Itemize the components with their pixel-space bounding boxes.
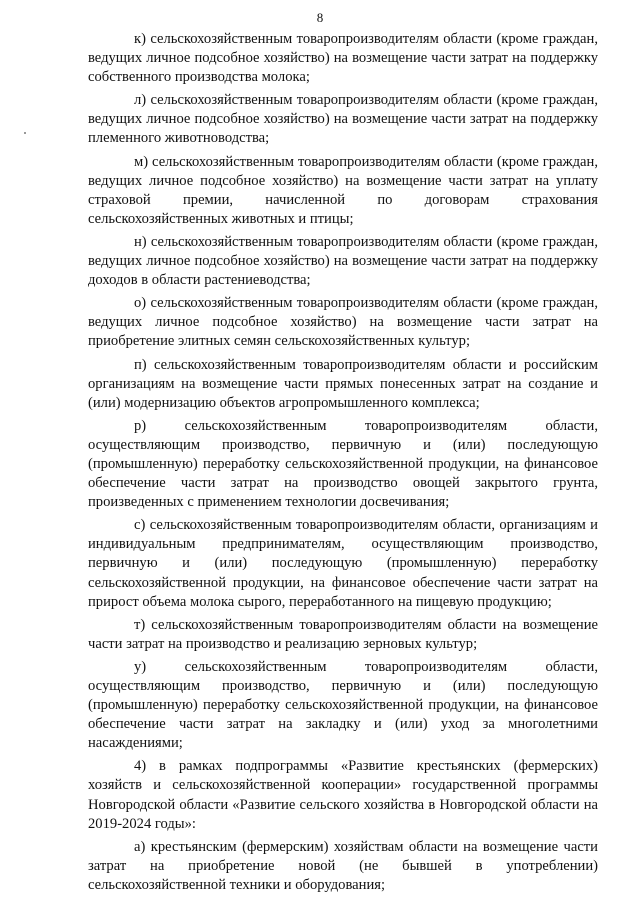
paragraph-s: с) сельскохозяйственным товаропроизводителям области, организациям и индивидуальным предпринимателям, осуществляющим производство, первичную и (или) последующую (промышленную) переработку сельскохозяйственной продукции, на финансовое обеспечение части затрат на прирост объема молока сырого, переработанного на пищевую продукцию; bbox=[88, 517, 598, 610]
paragraph-l: л) сельскохозяйственным товаропроизводителям области (кроме граждан, ведущих личное подсобное хозяйство) на возмещение части затрат на поддержку племенного животноводства; bbox=[88, 92, 598, 147]
paragraph-r: р) сельскохозяйственным товаропроизводителям области, осуществляющим производство, первичную и (или) последующую (промышленную) переработку сельскохозяйственной продукции, на финансовое обеспечение части затрат на производство овощей закрытого грунта, произведенных с применением технологии досвечивания; bbox=[88, 417, 598, 511]
page-number: 8 bbox=[316, 10, 324, 25]
paragraph-n: н) сельскохозяйственным товаропроизводителям области (кроме граждан, ведущих личное подсобное хозяйство) на возмещение части затрат на поддержку доходов в области растениеводства; bbox=[88, 233, 598, 289]
scan-mark bbox=[24, 132, 26, 134]
paragraph-4: 4) в рамках подпрограммы «Развитие крестьянских (фермерских) хозяйств и сельскохозяйственной кооперации» государственной программы Новгородской области «Развитие сельского хозяйства в Новгородской области на 2019-2024 годы»: bbox=[88, 758, 598, 832]
paragraph-u: у) сельскохозяйственным товаропроизводителям области, осуществляющим производство, первичную и (или) последующую (промышленную) переработку сельскохозяйственной продукции, на финансовое обеспечение части затрат на закладку и (или) уход за многолетними насаждениями; bbox=[88, 658, 598, 752]
paragraph-k: к) сельскохозяйственным товаропроизводителям области (кроме граждан, ведущих личное подсобное хозяйство) на возмещение части затрат на поддержку собственного производства молока; bbox=[88, 31, 598, 86]
paragraph-p: п) сельскохозяйственным товаропроизводителям области и российским организациям на возмещение части прямых понесенных затрат на создание и (или) модернизацию объектов агропромышленного комплекса; bbox=[88, 356, 598, 411]
paragraph-m: м) сельскохозяйственным товаропроизводителям области (кроме граждан, ведущих личное подсобное хозяйство) на возмещение части затрат на уплату страховой премии, начисленной по договорам страхования сельскохозяйственных животных и птицы; bbox=[88, 153, 598, 227]
paragraph-o: о) сельскохозяйственным товаропроизводителям области (кроме граждан, ведущих личное подсобное хозяйство) на возмещение части затрат на приобретение элитных семян сельскохозяйственных культур; bbox=[88, 295, 598, 350]
paragraph-a: а) крестьянским (фермерским) хозяйствам области на возмещение части затрат на приобретение новой (не бывшей в употреблении) сельскохозяйственной техники и оборудования; bbox=[88, 838, 598, 893]
document-body bbox=[88, 30, 598, 899]
paragraph-t: т) сельскохозяйственным товаропроизводителям области на возмещение части затрат на производство и реализацию зерновых культур; bbox=[88, 616, 598, 652]
